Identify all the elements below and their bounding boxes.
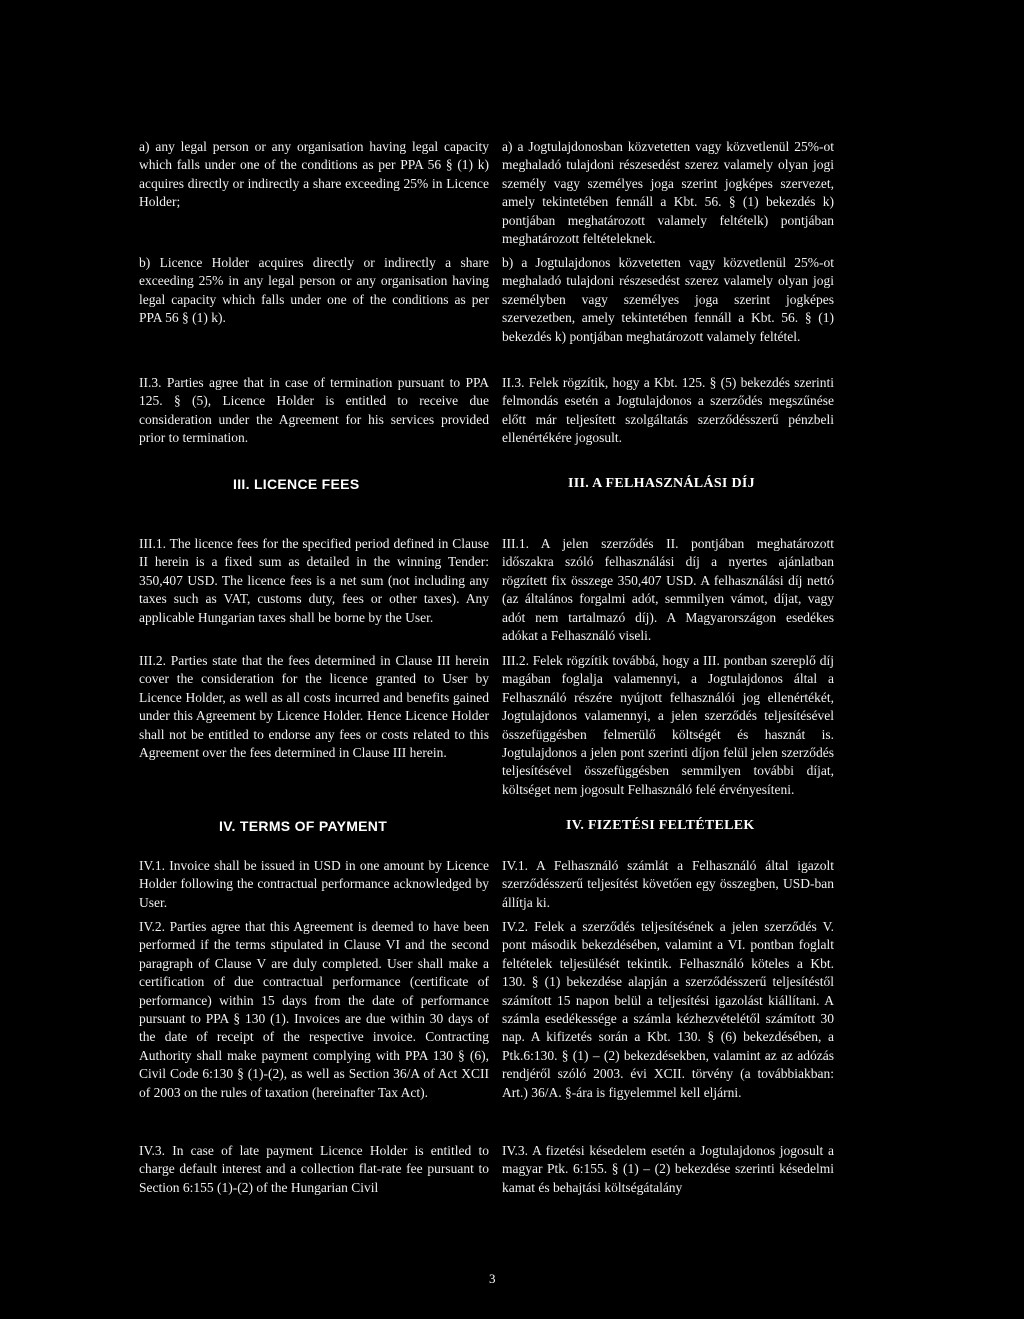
hu-heading-felhasznalasi-dij: III. A FELHASZNÁLÁSI DÍJ	[568, 476, 755, 491]
en-heading-licence-fees: III. LICENCE FEES	[233, 476, 360, 492]
hu-clause-iv3: IV.3. A fizetési késedelem esetén a Jogtulajdonos jogosult a magyar Ptk. 6:155. § (1) – (2) bekezdése szerinti késedelmi kamat és behajtási költségátalány	[502, 1143, 834, 1195]
en-clause-a: a) any legal person or any organisation having legal capacity which falls under one of the conditions as per PPA 56 § (1) k) acquires directly or indirectly a share exceeding 25% in Licence Holder;	[139, 139, 489, 210]
en-clause-ii3: II.3. Parties agree that in case of termination pursuant to PPA 125. § (5), Licence Holder is entitled to receive due consideration under the Agreement for his services provided prior to termination.	[139, 375, 489, 446]
hu-clause-iv1: IV.1. A Felhasználó számlát a Felhasználó által igazolt szerződésszerű teljesítést követően egy összegben, USD-ban állítja ki.	[502, 858, 834, 910]
hu-clause-ii3: II.3. Felek rögzítik, hogy a Kbt. 125. § (5) bekezdés szerinti felmondás esetén a Jogtulajdonos a szerződés megszűnése előtt már teljesített szolgáltatás szerződésszerű pénzbeli ellenértékére jogosult.	[502, 375, 834, 446]
hu-clause-b: b) a Jogtulajdonos közvetetten vagy közvetlenül 25%-ot meghaladó tulajdoni részesedést szerez valamely olyan jogi személyben vagy személyes joga szerint jogképes szervezetben, amely tekintetében fennáll a Kbt. 56. § (1) bekezdés k) pontjában meghatározott valamely feltétel.	[502, 255, 834, 344]
hu-clause-iii2: III.2. Felek rögzítik továbbá, hogy a III. pontban szereplő díj magában foglalja valamennyi, a Jogtulajdonos által a Felhasználó részére nyújtott felhasználói jog ellenértékét, Jogtulajdonos valamennyi, a jelen szerződés teljesítésével összefüggésben felmerülő költségét és hasznát is. Jogtulajdonos a jelen pont szerinti díjon felül jelen szerződés teljesítésével összefüggésben semmilyen további díjat, költséget nem jogosult Felhasználó felé érvényesíteni.	[502, 653, 834, 797]
en-heading-terms-of-payment: IV. TERMS OF PAYMENT	[219, 818, 388, 834]
hu-clause-iii1: III.1. A jelen szerződés II. pontjában meghatározott időszakra szóló felhasználási díj a nyertes ajánlatban rögzített fix összege 350,407 USD. A felhasználási díj nettó (az általános forgalmi adót, semmilyen vámot, díjat, vagy adót nem tartalmazó díj). A Magyarországon esedékes adókat a Felhasználó viseli.	[502, 536, 834, 644]
en-clause-iii2: III.2. Parties state that the fees determined in Clause III herein cover the consideration for the licence granted to User by Licence Holder, as well as all costs incurred and benefits gained under this Agreement by Licence Holder. Hence Licence Holder shall not be entitled to endorse any fees or costs related to this Agreement over the fees determined in Clause III herein.	[139, 653, 489, 761]
hu-heading-fizetesi-feltetelek: IV. FIZETÉSI FELTÉTELEK	[566, 818, 755, 833]
en-clause-iv1: IV.1. Invoice shall be issued in USD in one amount by Licence Holder following the contractual performance acknowledged by User.	[139, 858, 489, 910]
en-clause-iv2: IV.2. Parties agree that this Agreement is deemed to have been performed if the terms stipulated in Clause VI and the second paragraph of Clause V are duly completed. User shall make a certification of due contractual performance (certificate of performance) within 15 days from the date of performance pursuant to PPA § 130 (1). Invoices are due within 30 days of the date of receipt of the respective invoice. Contracting Authority shall make payment complying with PPA 130 § (6), Civil Code 6:130 § (1)-(2), as well as Section 36/A of Act XCII of 2003 on the rules of taxation (hereinafter Tax Act).	[139, 919, 489, 1100]
hu-clause-iv2: IV.2. Felek a szerződés teljesítésének a jelen szerződés V. pont második bekezdésében, valamint a VI. pontban foglalt feltételek teljesülését tekintik. Felhasználó köteles a Kbt. 130. § (1) bekezdése alapján a szerződésszerű teljesítéstől számított 15 napon belül a teljesítési igazolást kiállítani. A számla esedékessége a számla kézhezvételétől számított 30 nap. A kifizetés során a Kbt. 130. § (6) bekezdésében, a Ptk.6:130. § (1) – (2) bekezdésekben, valamint az az adózás rendjéről szóló 2003. évi XCII. törvény (a továbbiakban: Art.) 36/A. §-ára is figyelemmel kell eljárni.	[502, 919, 834, 1100]
en-clause-b: b) Licence Holder acquires directly or indirectly a share exceeding 25% in any legal person or any organisation having legal capacity which falls under one of the conditions as per PPA 56 § (1) k).	[139, 255, 489, 326]
en-clause-iv3: IV.3. In case of late payment Licence Holder is entitled to charge default interest and a collection flat-rate fee pursuant to Section 6:155 (1)-(2) of the Hungarian Civil	[139, 1143, 489, 1195]
en-clause-iii1: III.1. The licence fees for the specified period defined in Clause II herein is a fixed sum as detailed in the winning Tender: 350,407 USD. The licence fees is a net sum (not including any taxes such as VAT, customs duty, fees or other taxes). Any applicable Hungarian taxes shall be borne by the User.	[139, 536, 489, 625]
page-number: 3	[489, 1271, 496, 1286]
hu-clause-a: a) a Jogtulajdonosban közvetetten vagy közvetlenül 25%-ot meghaladó tulajdoni részesedést szerez valamely olyan jogi személy vagy személyes joga szerint jogképes szervezet, amely tekintetében fennáll a Kbt. 56. § (1) bekezdés k) pontjában meghatározott valamely feltételk) pontjában meghatározott feltételeknek.	[502, 139, 834, 247]
